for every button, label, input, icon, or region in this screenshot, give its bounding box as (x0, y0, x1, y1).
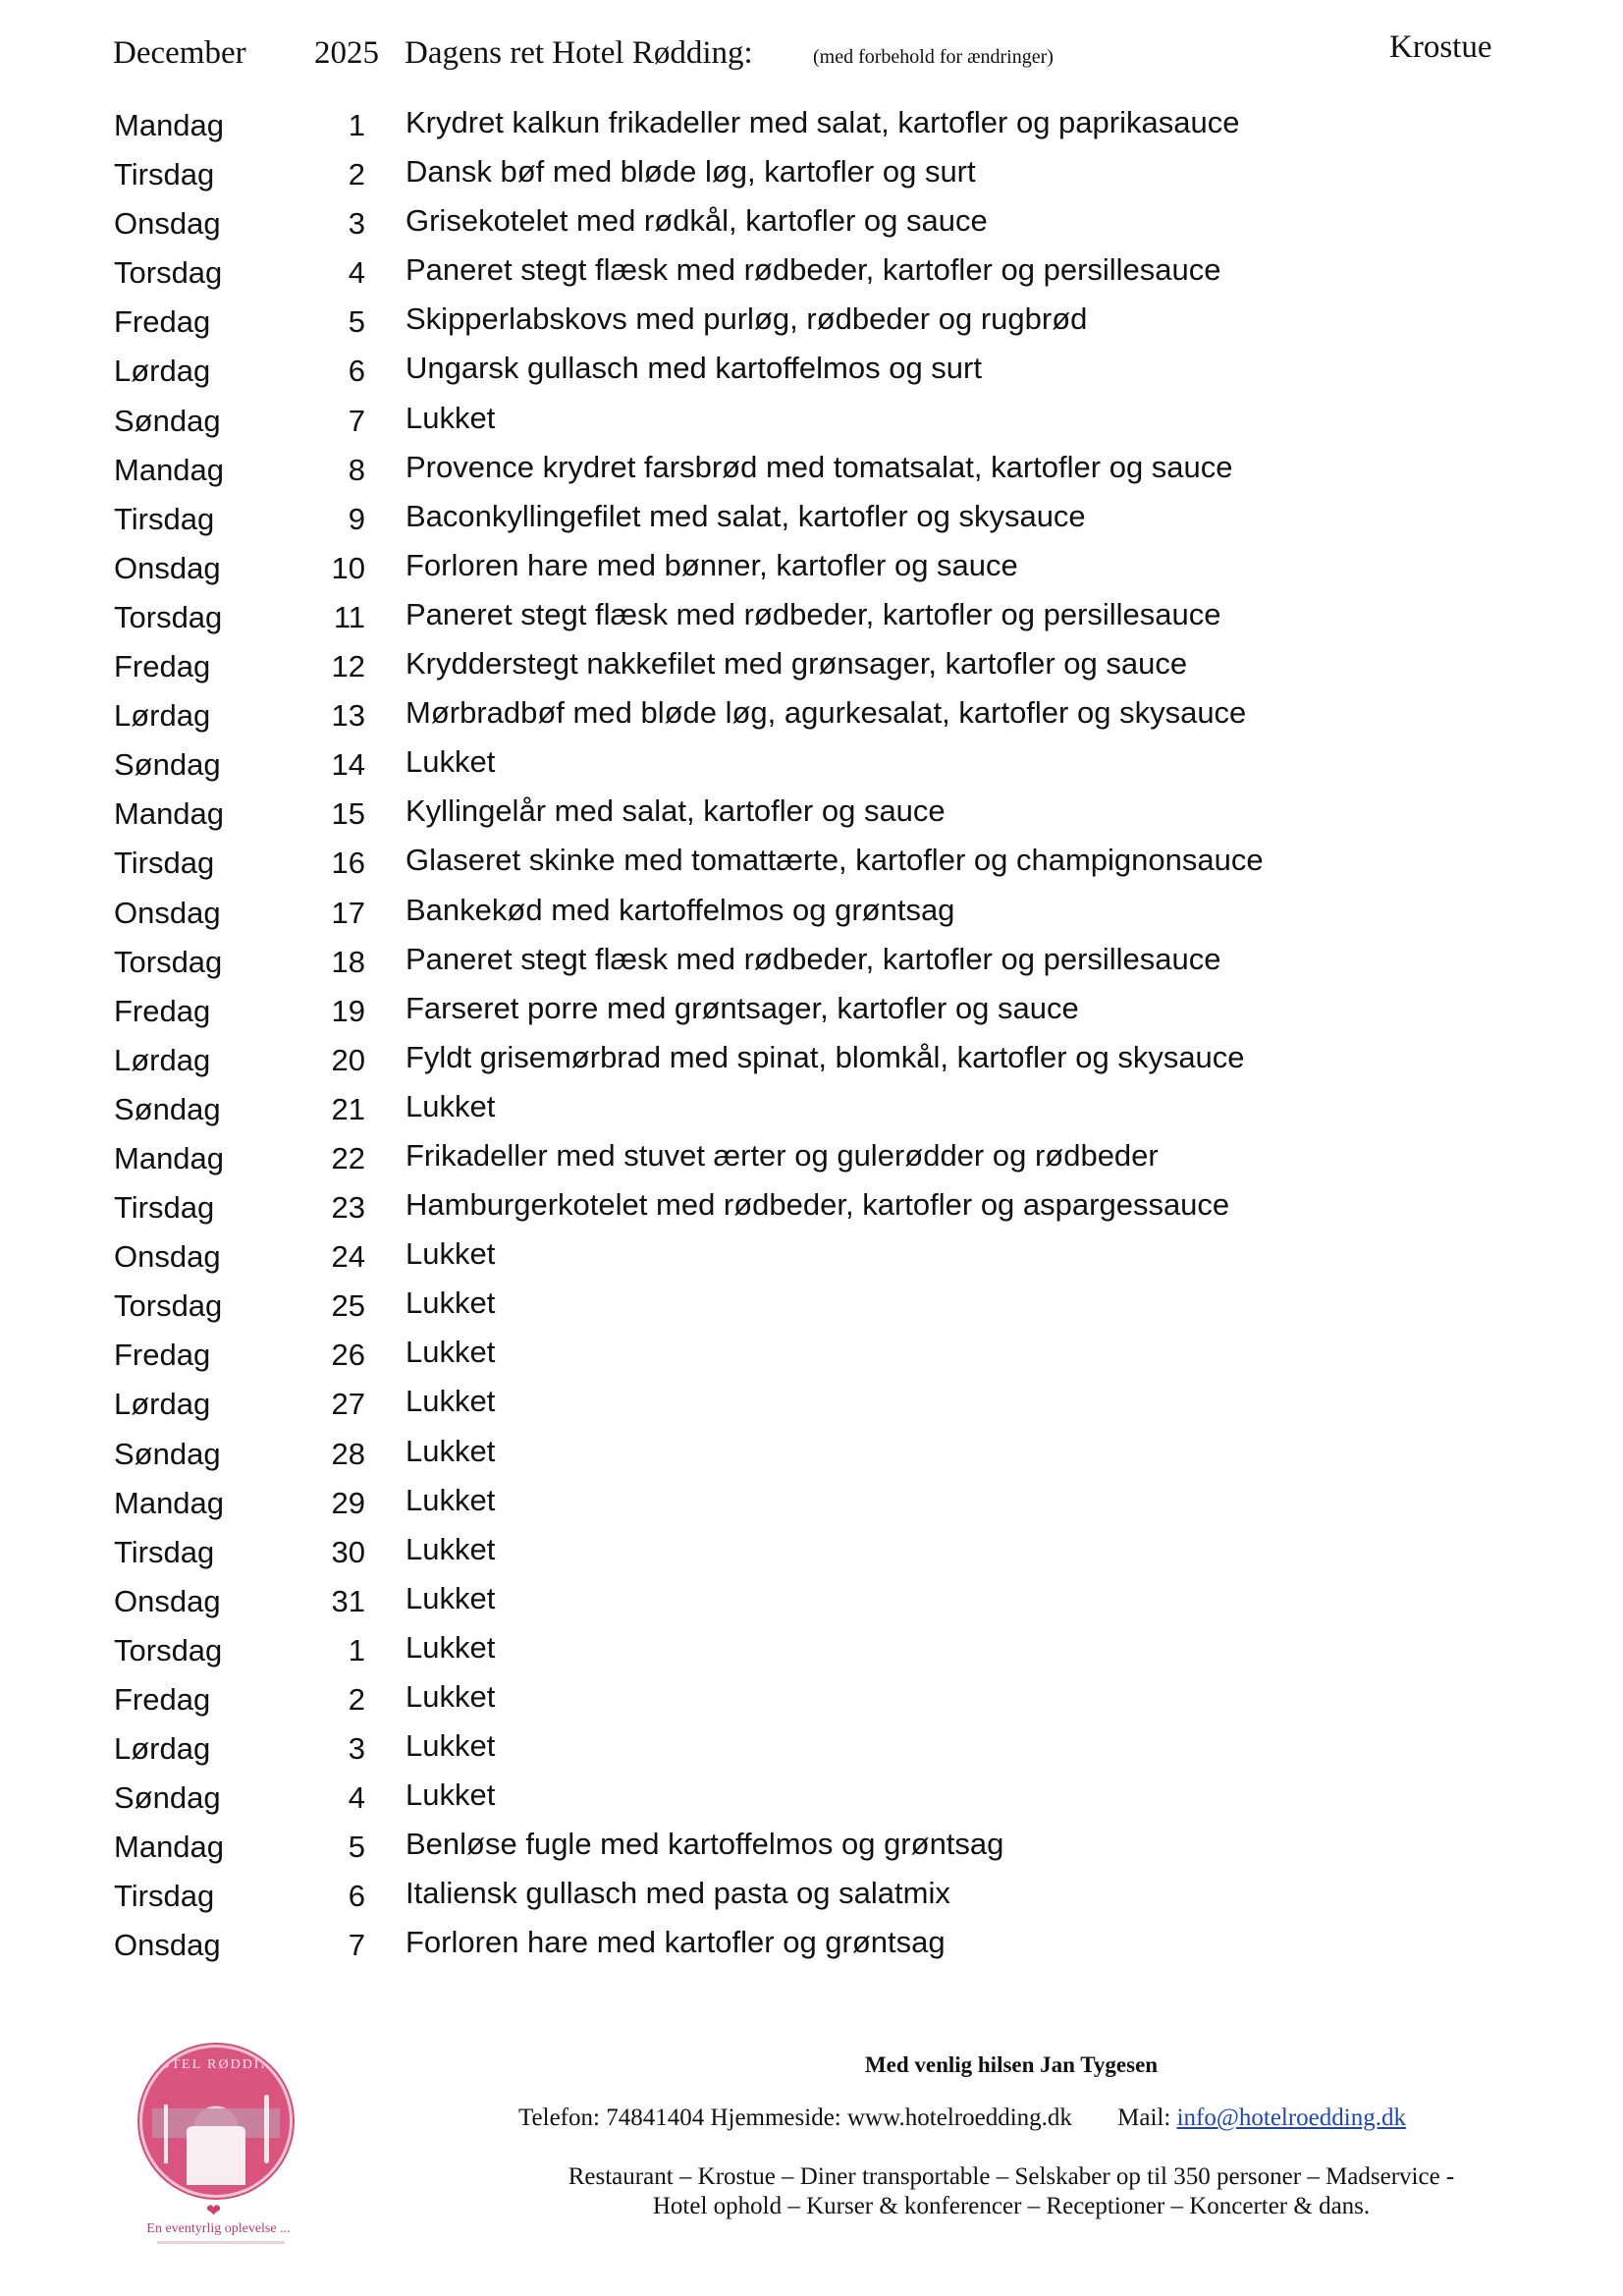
date-number: 3 (348, 206, 365, 242)
day-label: Lørdag (114, 1731, 211, 1767)
menu-list (0, 105, 1623, 1975)
day-label: Søndag (114, 1436, 221, 1471)
header-month: December (113, 35, 246, 71)
date-number: 4 (348, 255, 365, 291)
date-number: 24 (331, 1239, 365, 1275)
day-label: Onsdag (114, 206, 221, 242)
phone-label: Telefon: (518, 2105, 600, 2131)
menu-row (0, 1040, 1623, 1089)
menu-row (0, 1777, 1623, 1827)
website-label: Hjemmeside: (710, 2105, 841, 2131)
header-disclaimer: (med forbehold for ændringer) (813, 46, 1054, 68)
day-label: Lørdag (114, 1387, 211, 1422)
day-label: Lørdag (114, 698, 211, 734)
menu-row (0, 695, 1623, 744)
dish-text: Lukket (406, 1531, 496, 1566)
dish-text: Fyldt grisemørbrad med spinat, blomkål, kartofler og skysauce (406, 1039, 1245, 1074)
date-number: 8 (348, 452, 365, 487)
dish-text: Lukket (406, 1088, 496, 1123)
menu-row (0, 499, 1623, 548)
dish-text: Provence krydret farsbrød med tomatsalat, kartofler og sauce (406, 449, 1233, 484)
day-label: Søndag (114, 747, 221, 783)
menu-row (0, 793, 1623, 843)
phone-number: 74841404 (606, 2105, 705, 2131)
date-number: 11 (333, 599, 365, 634)
dish-text: Skipperlabskovs med purløg, rødbeder og rugbrød (406, 301, 1088, 337)
day-label: Søndag (114, 1091, 221, 1126)
date-number: 19 (331, 993, 365, 1028)
services-line-1: Restaurant – Krostue – Diner transportable – Selskaber op til 350 personer – Madservice - (568, 2163, 1455, 2190)
dish-text: Lukket (406, 1384, 496, 1419)
dish-text: Paneret stegt flæsk med rødbeder, kartofler og persillesauce (406, 252, 1221, 288)
date-number: 30 (331, 1534, 365, 1569)
dish-text: Lukket (406, 400, 496, 435)
knife-icon (264, 2095, 269, 2163)
dish-text: Bankekød med kartoffelmos og grøntsag (406, 892, 955, 927)
date-number: 2 (348, 1682, 365, 1717)
date-number: 5 (348, 304, 365, 340)
date-number: 27 (331, 1387, 365, 1422)
day-label: Onsdag (114, 1583, 221, 1618)
dish-text: Lukket (406, 1580, 496, 1615)
dish-text: Baconkyllingefilet med salat, kartofler og skysauce (406, 498, 1086, 533)
menu-row (0, 1630, 1623, 1679)
day-label: Tirsdag (114, 1190, 215, 1226)
dish-text: Italiensk gullasch med pasta og salatmix (406, 1876, 950, 1911)
dish-text: Lukket (406, 1335, 496, 1370)
date-number: 17 (331, 895, 365, 930)
day-label: Onsdag (114, 550, 221, 585)
menu-row (0, 351, 1623, 400)
dish-text: Mørbradbøf med bløde løg, agurkesalat, kartofler og skysauce (406, 695, 1247, 731)
date-number: 22 (331, 1140, 365, 1175)
dish-text: Glaseret skinke med tomattærte, kartofler og champignonsauce (406, 843, 1264, 878)
day-label: Torsdag (114, 255, 223, 291)
menu-row (0, 1089, 1623, 1138)
dish-text: Paneret stegt flæsk med rødbeder, kartofler og persillesauce (406, 941, 1221, 976)
dish-text: Kyllingelår med salat, kartofler og sauce (406, 793, 946, 829)
date-number: 10 (331, 550, 365, 585)
contact-line (518, 2105, 1406, 2132)
mail-label: Mail: (1117, 2105, 1171, 2131)
date-number: 1 (348, 108, 365, 142)
menu-row (0, 450, 1623, 499)
date-number: 12 (331, 649, 365, 684)
date-number: 6 (348, 354, 365, 389)
fork-icon (164, 2105, 168, 2163)
menu-row (0, 203, 1623, 252)
dish-text: Lukket (406, 744, 496, 780)
menu-row (0, 1236, 1623, 1285)
dish-text: Krydret kalkun frikadeller med salat, kartofler og paprikasauce (406, 105, 1240, 139)
menu-row (0, 1532, 1623, 1581)
logo-text: HOTEL RØDDING (147, 2057, 285, 2072)
dish-text: Lukket (406, 1679, 496, 1714)
date-number: 9 (348, 501, 365, 536)
menu-row (0, 942, 1623, 991)
menu-row (0, 1384, 1623, 1433)
date-number: 6 (348, 1879, 365, 1914)
menu-row (0, 1483, 1623, 1532)
date-number: 21 (331, 1091, 365, 1126)
menu-row (0, 401, 1623, 450)
date-number: 25 (331, 1288, 365, 1324)
day-label: Fredag (114, 993, 211, 1028)
signature-greeting: Med venlig hilsen Jan Tygesen (864, 2052, 1159, 2077)
dish-text: Lukket (406, 1433, 496, 1468)
menu-row (0, 646, 1623, 695)
menu-row (0, 991, 1623, 1040)
menu-row (0, 105, 1623, 154)
menu-row (0, 1138, 1623, 1187)
menu-row (0, 1728, 1623, 1777)
menu-row (0, 1827, 1623, 1876)
date-number: 2 (348, 157, 365, 192)
day-label: Tirsdag (114, 1534, 215, 1569)
day-label: Torsdag (114, 599, 223, 634)
menu-row (0, 1581, 1623, 1630)
menu-row (0, 744, 1623, 793)
menu-row (0, 252, 1623, 301)
menu-row (0, 1434, 1623, 1483)
dish-text: Lukket (406, 1728, 496, 1764)
menu-row (0, 843, 1623, 892)
day-label: Torsdag (114, 944, 223, 979)
date-number: 20 (331, 1042, 365, 1077)
day-label: Fredag (114, 304, 211, 340)
day-label: Fredag (114, 1338, 211, 1373)
date-number: 26 (331, 1338, 365, 1373)
date-number: 18 (331, 944, 365, 979)
menu-row (0, 1876, 1623, 1925)
day-label: Mandag (114, 108, 225, 142)
date-number: 15 (331, 796, 365, 832)
dish-text: Lukket (406, 1777, 496, 1813)
dish-text: Lukket (406, 1285, 496, 1321)
day-label: Torsdag (114, 1288, 223, 1324)
day-label: Søndag (114, 403, 221, 438)
dish-text: Dansk bøf med bløde løg, kartofler og surt (406, 154, 976, 190)
services-list (515, 2162, 1507, 2221)
date-number: 23 (331, 1190, 365, 1226)
menu-row (0, 548, 1623, 597)
date-number: 31 (331, 1583, 365, 1618)
header-venue: Krostue (1389, 29, 1492, 65)
date-number: 13 (331, 698, 365, 734)
day-label: Mandag (114, 796, 225, 832)
dish-text: Paneret stegt flæsk med rødbeder, kartofler og persillesauce (406, 596, 1221, 631)
date-number: 5 (348, 1830, 365, 1865)
dish-text: Forloren hare med bønner, kartofler og sauce (406, 547, 1018, 582)
table-icon (187, 2126, 245, 2185)
day-label: Søndag (114, 1780, 221, 1816)
date-number: 29 (331, 1485, 365, 1520)
menu-row (0, 1335, 1623, 1384)
day-label: Tirsdag (114, 157, 215, 192)
page-title: Dagens ret Hotel Rødding: (405, 35, 753, 71)
date-number: 14 (331, 747, 365, 783)
day-label: Mandag (114, 1485, 225, 1520)
day-label: Tirsdag (114, 846, 215, 881)
dish-text: Lukket (406, 1629, 496, 1665)
date-number: 4 (348, 1780, 365, 1816)
day-label: Onsdag (114, 1928, 221, 1963)
dish-text: Frikadeller med stuvet ærter og gulerødder og rødbeder (406, 1137, 1159, 1173)
menu-row (0, 1679, 1623, 1728)
dish-text: Farseret porre med grøntsager, kartofler og sauce (406, 990, 1079, 1025)
day-label: Mandag (114, 1830, 225, 1865)
day-label: Mandag (114, 452, 225, 487)
day-label: Lørdag (114, 1042, 211, 1077)
date-number: 1 (348, 1632, 365, 1667)
dish-text: Hamburgerkotelet med rødbeder, kartofler og aspargessauce (406, 1187, 1230, 1223)
dish-text: Grisekotelet med rødkål, kartofler og sauce (406, 203, 988, 239)
menu-row (0, 597, 1623, 646)
menu-row (0, 154, 1623, 203)
tagline-subtext (157, 2241, 285, 2244)
services-line-2: Hotel ophold – Kurser & konferencer – Receptioner – Koncerter & dans. (652, 2193, 1371, 2219)
menu-row (0, 1925, 1623, 1974)
date-number: 16 (331, 846, 365, 881)
day-label: Onsdag (114, 895, 221, 930)
date-number: 7 (348, 1928, 365, 1963)
date-number: 28 (331, 1436, 365, 1471)
dish-text: Ungarsk gullasch med kartoffelmos og surt (406, 351, 982, 386)
dish-text: Forloren hare med kartofler og grøntsag (406, 1925, 946, 1960)
dish-text: Krydderstegt nakkefilet med grønsager, kartofler og sauce (406, 646, 1188, 682)
day-label: Fredag (114, 649, 211, 684)
date-number: 3 (348, 1731, 365, 1767)
day-label: Onsdag (114, 1239, 221, 1275)
logo-tagline: En eventyrlig oplevelse ... (146, 2221, 291, 2236)
menu-row (0, 1285, 1623, 1335)
heart-icon: ❤ (206, 2201, 222, 2220)
day-label: Tirsdag (114, 501, 215, 536)
header-year: 2025 (314, 35, 379, 71)
dish-text: Benløse fugle med kartoffelmos og grøntsag (406, 1827, 1004, 1862)
menu-row (0, 301, 1623, 351)
day-label: Fredag (114, 1682, 211, 1717)
email-link[interactable]: info@hotelroedding.dk (1176, 2105, 1406, 2131)
day-label: Tirsdag (114, 1879, 215, 1914)
menu-row (0, 893, 1623, 942)
website: www.hotelroedding.dk (847, 2105, 1072, 2131)
dish-text: Lukket (406, 1236, 496, 1272)
day-label: Torsdag (114, 1632, 223, 1667)
menu-row (0, 1187, 1623, 1236)
day-label: Lørdag (114, 354, 211, 389)
date-number: 7 (348, 403, 365, 438)
day-label: Mandag (114, 1140, 225, 1175)
dish-text: Lukket (406, 1482, 496, 1517)
